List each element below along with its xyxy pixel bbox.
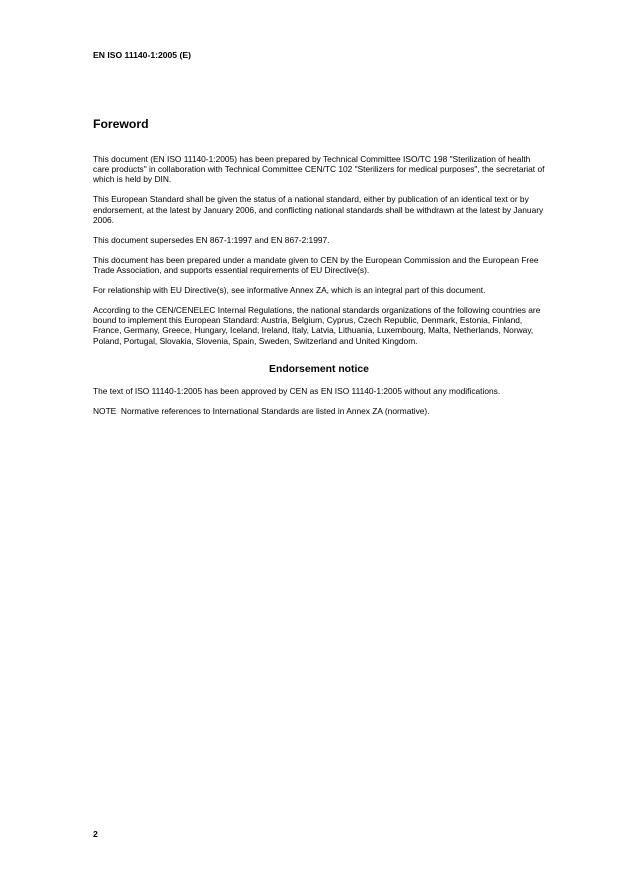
foreword-heading: Foreword	[93, 117, 149, 131]
page-number: 2	[93, 829, 98, 839]
foreword-paragraph: For relationship with EU Directive(s), see informative Annex ZA, which is an integral part of this document.	[93, 285, 486, 296]
document-header: EN ISO 11140-1:2005 (E)	[93, 50, 191, 60]
foreword-paragraph: This European Standard shall be given the status of a national standard, either by publication of an identical text or by endorsement, at the latest by January 2006, and conflicting national standards shall be withdrawn at the latest by January 2006.	[93, 194, 544, 225]
foreword-paragraph: This document supersedes EN 867-1:1997 and EN 867-2:1997.	[93, 234, 330, 245]
foreword-paragraph: According to the CEN/CENELEC Internal Regulations, the national standards organizations of the following countries are bound to implement this European Standard: Austria, Belgium, Cyprus, Czech Republic, Denmark, Estonia, Finland, France, Germany, Greece, Hungary, Iceland, Ireland, Italy, Latvia, Lithuania, Luxembourg, Malta, Netherlands, Norway, Poland, Portugal, Slovakia, Slovenia, Spain, Sweden, Switzerland and United Kingdom.	[93, 305, 541, 346]
foreword-paragraph: This document (EN ISO 11140-1:2005) has been prepared by Technical Committee ISO/TC 198 "Sterilization of health care products" in collaboration with Technical Committee CEN/TC 102 "Sterilizers for medical purposes", the secretariat of which is held by DIN.	[93, 154, 545, 185]
foreword-paragraph: This document has been prepared under a mandate given to CEN by the European Commission and the European Free Trade Association, and supports essential requirements of EU Directive(s).	[93, 254, 539, 276]
endorsement-paragraph: The text of ISO 11140-1:2005 has been approved by CEN as EN ISO 11140-1:2005 without any modifications.	[93, 386, 501, 397]
endorsement-heading: Endorsement notice	[269, 363, 369, 375]
document-body	[93, 154, 545, 426]
note-paragraph: NOTE Normative references to International Standards are listed in Annex ZA (normative).	[93, 406, 430, 417]
